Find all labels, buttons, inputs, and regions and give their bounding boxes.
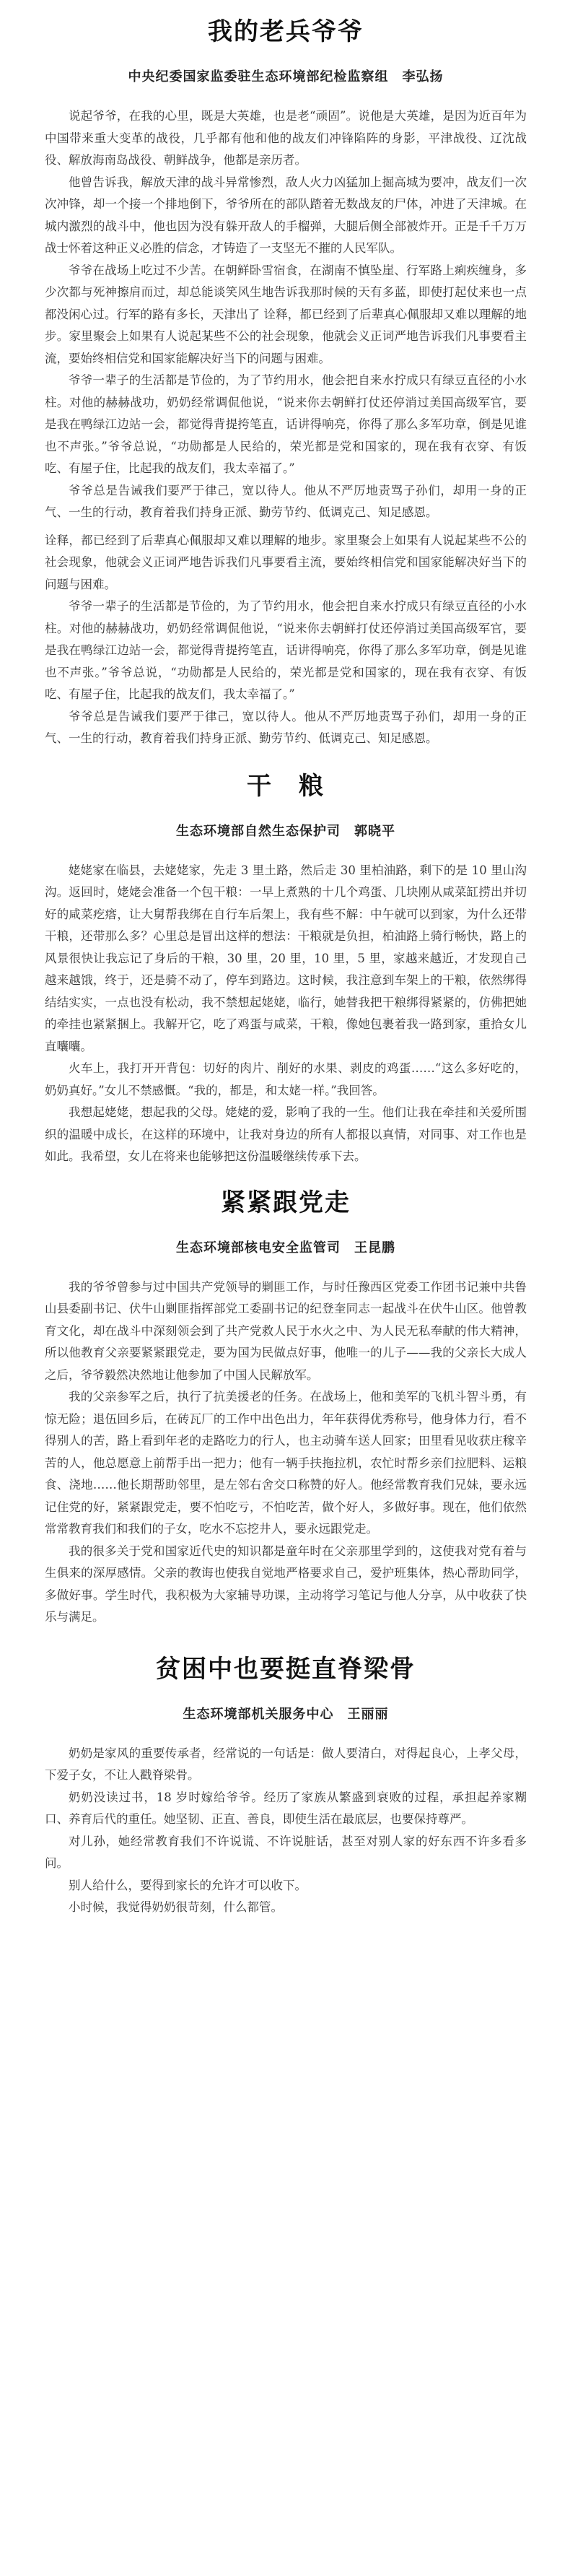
article-paragraph: 对儿孙，她经常教育我们不许说谎、不许说脏话，甚至对别人家的好东西不许多看多问。	[45, 1834, 527, 1870]
article-byline: 中央纪委国家监委驻生态环境部纪检监察组 李弘扬	[128, 69, 444, 84]
article-byline: 生态环境部机关服务中心 王丽丽	[183, 1706, 389, 1722]
spacer	[45, 524, 527, 530]
article-paragraph: 爷爷一辈子的生活都是节俭的，为了节约用水，他会把自来水拧成只有绿豆直径的小水柱。对他的赫赫战功，奶奶经常调侃他说，“说来你去朝鲜打仗还停消过美国高级军官，要是我在鸭绿江边站一会，都觉得背提挎笔直，话讲得响亮，你得了那么多军功章，倒是见谁也不声张。”爷爷总说，“功勋都是人民给的，荣光都是党和国家的，现在我有衣穿、有饭吃、有屋子住，比起我的战友们，我太幸福了。”	[45, 599, 527, 701]
article-byline: 生态环境部自然生态保护司 郭晓平	[176, 823, 395, 839]
article-ganliang	[45, 750, 527, 1168]
article-paragraph: 我想起姥姥，想起我的父母。姥姥的爱，影响了我的一生。他们让我在牵挂和关爱所围织的温暖中成长，在这样的环境中，让我对身边的所有人都报以真情，对同事、对工作也是如此。我希望，女儿在将来也能够把这份温暖继续传承下去。	[45, 1105, 527, 1163]
article-title: 我的老兵爷爷	[208, 17, 364, 46]
article-pinkun-jiliang	[45, 1629, 527, 1919]
article-paragraph: 诠释，都已经到了后辈真心佩服却又难以理解的地步。家里聚会上如果有人说起某些不公的社会现象，他就会义正词严地告诉我们凡事要看主流，要始终相信党和国家能解决好当下的问题与困难。	[45, 533, 527, 591]
article-byline: 生态环境部核电安全监管司 王昆鹏	[176, 1240, 395, 1256]
article-paragraph: 奶奶没读过书，18 岁时嫁给爷爷。经历了家族从繁盛到衰败的过程，承担起养家糊口、养育后代的重任。她坚韧、正直、善良，即使生活在最底层，也要保持尊严。	[45, 1790, 527, 1826]
article-paragraph: 姥姥家在临县，去姥姥家，先走 3 里土路，然后走 30 里柏油路，剩下的是 10 里山沟沟。返回时，姥姥会准备一个包干粮：一早上煮熟的十几个鸡蛋、几块刚从咸菜缸捞出并切好的咸菜疙瘩，让大舅帮我绑在自行车后架上，我有些不解：中午就可以到家，为什么还带干粮，还带那么多？心里总是冒出这样的想法：干粮就是负担，柏油路上骑行畅快，路上的风景很快让我忘记了身后的干粮，30 里，20 里，10 里，5 里，家越来越近，才发现自己越来越饿，终于，还是骑不动了，停车到路边。这时候，我注意到车架上的干粮，依然绑得结结实实，一点也没有松动，我不禁想起姥姥，临行，她替我把干粮绑得紧紧的，仿佛把她的牵挂也紧紧捆上。我解开它，吃了鸡蛋与咸菜，干粮，像她包裹着我一路到家，重拾女儿直囔囔。	[45, 863, 527, 1053]
article-paragraph: 爷爷一辈子的生活都是节俭的，为了节约用水，他会把自来水拧成只有绿豆直径的小水柱。对他的赫赫战功，奶奶经常调侃他说，“说来你去朝鲜打仗还停消过美国高级军官，要是我在鸭绿江边站一会，都觉得背提挎笔直，话讲得响亮，你得了那么多军功章，倒是见谁也不声张。”爷爷总说，“功勋都是人民给的，荣光都是党和国家的，现在我有衣穿、有饭吃、有屋子住，比起我的战友们，我太幸福了。”	[45, 373, 527, 475]
article-laobing-yeye	[45, 0, 527, 750]
article-paragraph: 爷爷总是告诫我们要严于律己，宽以待人。他从不严厉地责骂子孙们，却用一身的正气、一生的行动，教育着我们持身正派、勤劳节约、低调克己、知足感恩。	[45, 483, 527, 519]
article-paragraph: 别人给什么，要得到家长的允许才可以收下。	[69, 1878, 307, 1892]
article-paragraph: 我的很多关于党和国家近代史的知识都是童年时在父亲那里学到的，这使我对党有着与生俱来的深厚感情。父亲的教诲也使我自觉地严格要求自己，爱护班集体，热心帮助同学，多做好事。学生时代，我积极为大家辅导功课，主动将学习笔记与他人分享，从中收获了快乐与满足。	[45, 1544, 527, 1624]
article-title: 紧紧跟党走	[221, 1188, 351, 1217]
article-paragraph: 他曾告诉我，解放天津的战斗异常惨烈，敌人火力凶猛加上掘高城为要冲，战友们一次次冲锋，却一个接一个排地倒下，爷爷所在的部队踏着无数战友的尸体，冲进了天津城。在城内激烈的战斗中，他也因为没有躲开敌人的手榴弹，大腿后侧全部被炸开。正是千千万万战士怀着这种正义必胜的信念，才铸造了一支坚无不摧的人民军队。	[45, 175, 527, 255]
article-title: 贫困中也要挺直脊梁骨	[156, 1654, 416, 1684]
article-paragraph: 我的父亲参军之后，执行了抗美援老的任务。在战场上，他和美军的飞机斗智斗勇，有惊无险；退伍回乡后，在砖瓦厂的工作中出色出力，年年获得优秀称号，他身体力行，看不得别人的苦，路上看到年老的走路吃力的行人，也主动骑车送人回家；田里看见收获庄稼辛苦的人，他总愿意上前帮手出一把力；他有一辆手扶拖拉机，农忙时帮乡亲们拉肥料、运粮食、浇地……他长期帮助邻里，是左邻右舍交口称赞的好人。他经常教育我们兄妹，要永远记住党的好，紧紧跟党走，要不怕吃亏，不怕吃苦，做个好人，多做好事。现在，他们依然常常教育我们和我们的子女，吃水不忘挖井人，要永远跟党走。	[45, 1390, 527, 1536]
article-paragraph: 我的爷爷曾参与过中国共产党领导的剿匪工作，与时任豫西区党委工作团书记兼中共鲁山县委副书记、伏牛山剿匪指挥部党工委副书记的纪登奎同志一起战斗在伏牛山区。他曾教育文化，却在战斗中深刻领会到了共产党救人民于水火之中、为人民无私奉献的伟大精神，所以他教育父亲要紧紧跟党走，要为国为民做点好事，他唯一的儿子——我的父亲长大成人之后，爷爷毅然决然地让他参加了中国人民解放军。	[45, 1279, 527, 1382]
article-paragraph: 小时候，我觉得奶奶很苛刻，什么都管。	[69, 1900, 283, 1914]
article-paragraph: 说起爷爷，在我的心里，既是大英雄，也是老“顽固”。说他是大英雄，是因为近百年为中国带来重大变革的战役，几乎都有他和他的战友们冲锋陷阵的身影，平津战役、辽沈战役、解放海南岛战役、朝鲜战争，他都是亲历者。	[45, 109, 527, 167]
article-title: 干 粮	[247, 771, 325, 801]
article-paragraph: 奶奶是家风的重要传承者，经常说的一句话是：做人要清白，对得起良心，上孝父母，下爱子女，不让人戳脊梁骨。	[45, 1746, 527, 1782]
article-jinjin-gendangzou	[45, 1168, 527, 1629]
article-paragraph: 火车上，我打开开背包：切好的肉片、削好的水果、剥皮的鸡蛋……“这么多好吃的，奶奶真好。”女儿不禁感慨。“我的，都是，和太姥一样。”我回答。	[45, 1061, 527, 1097]
article-paragraph: 爷爷总是告诫我们要严于律己，宽以待人。他从不严厉地责骂子孙们，却用一身的正气、一生的行动，教育着我们持身正派、勤劳节约、低调克己、知足感恩。	[45, 709, 527, 745]
article-paragraph: 爷爷在战场上吃过不少苦。在朝鲜卧雪宿食，在湖南不慎坠崖、行军路上痢疾缠身，多少次都与死神擦肩而过，却总能谈笑风生地告诉我那时候的天有多蓝，即使打起仗来也一点都没闲心过。行军的路有多长，天津出了 诠释，都已经到了后辈真心佩服却又难以理解的地步。家里聚会上如果有人说起某些不公的社会现象，他就会义正词严地告诉我们凡事要看主流，要始终相信党和国家能解决好当下的问题与困难。	[45, 263, 527, 365]
